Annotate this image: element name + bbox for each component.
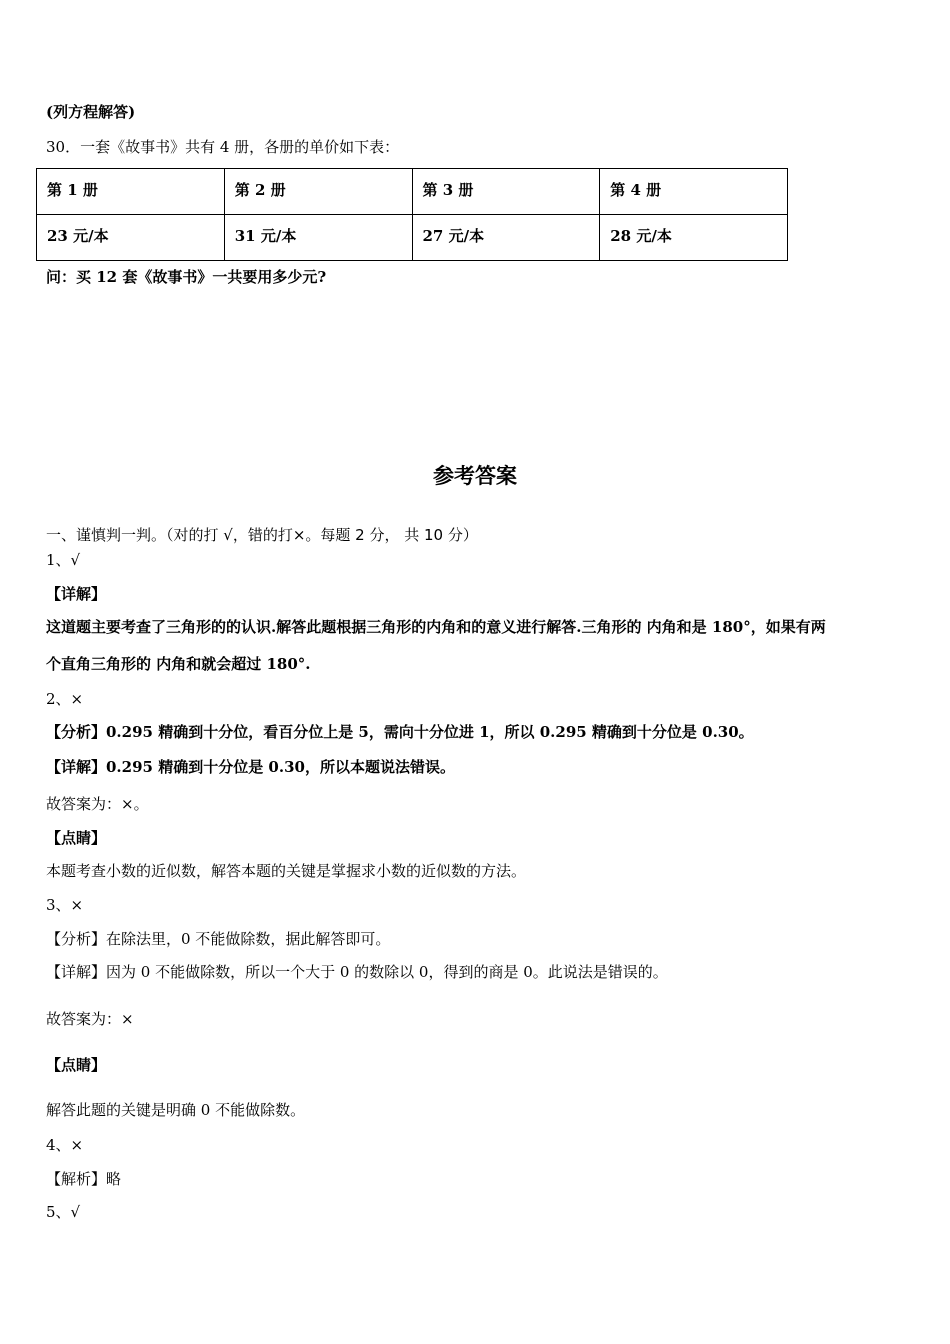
table-row — [37, 169, 788, 215]
answer-3-point: 解答此题的关键是明确 0 不能做除数。 — [46, 1101, 306, 1119]
unit-price-table — [36, 168, 788, 261]
answer-4-label: 4、× — [46, 1136, 84, 1154]
answer-3-analysis: 【分析】在除法里，0 不能做除数，据此解答即可。 — [46, 930, 391, 948]
table-row — [37, 215, 788, 261]
section-1-heading: 一、谨慎判一判。（对的打 √，错的打×。每题 2 分， 共 10 分） — [46, 526, 478, 544]
table-cell: 28 元/本 — [600, 215, 788, 261]
answer-2-analysis: 【分析】0.295 精确到十分位，看百分位上是 5，需向十分位进 1，所以 0.295 精确到十分位是 0.30。 — [46, 723, 754, 741]
answer-1-label: 1、√ — [46, 551, 81, 569]
answers-title: 参考答案 — [433, 464, 517, 488]
table-header-cell: 第 2 册 — [224, 169, 412, 215]
answer-1-detail-line-2: 个直角三角形的 内角和就会超过 180°. — [46, 655, 311, 673]
question-30-text: 30．一套《故事书》共有 4 册，各册的单价如下表： — [46, 138, 400, 156]
answer-2-detail: 【详解】0.295 精确到十分位是 0.30，所以本题说法错误。 — [46, 758, 455, 776]
table-header-cell: 第 3 册 — [412, 169, 600, 215]
answer-1-detail-tag: 【详解】 — [46, 585, 107, 603]
table-cell: 23 元/本 — [37, 215, 225, 261]
answer-2-point-tag: 【点睛】 — [46, 829, 107, 847]
answer-4-analysis: 【解析】略 — [46, 1170, 122, 1188]
answer-3-detail: 【详解】因为 0 不能做除数，所以一个大于 0 的数除以 0，得到的商是 0。此说法是错误的。 — [46, 963, 668, 981]
table-header-cell: 第 1 册 — [37, 169, 225, 215]
answer-3-conclusion: 故答案为：× — [46, 1010, 134, 1028]
answer-2-conclusion: 故答案为：×。 — [46, 795, 149, 813]
answer-2-label: 2、× — [46, 690, 84, 708]
table-cell: 31 元/本 — [224, 215, 412, 261]
table-cell: 27 元/本 — [412, 215, 600, 261]
answer-3-label: 3、× — [46, 896, 84, 914]
answer-2-point: 本题考查小数的近似数，解答本题的关键是掌握求小数的近似数的方法。 — [46, 862, 527, 880]
answer-3-point-tag: 【点睛】 — [46, 1056, 107, 1074]
answer-5-label: 5、√ — [46, 1203, 81, 1221]
method-hint: (列方程解答) — [46, 103, 136, 121]
answer-1-detail-line-1: 这道题主要考查了三角形的的认识.解答此题根据三角形的内角和的意义进行解答.三角形的 内角和是 180°，如果有两 — [46, 618, 826, 636]
table-header-cell: 第 4 册 — [600, 169, 788, 215]
question-30-ask: 问：买 12 套《故事书》一共要用多少元? — [46, 268, 327, 286]
